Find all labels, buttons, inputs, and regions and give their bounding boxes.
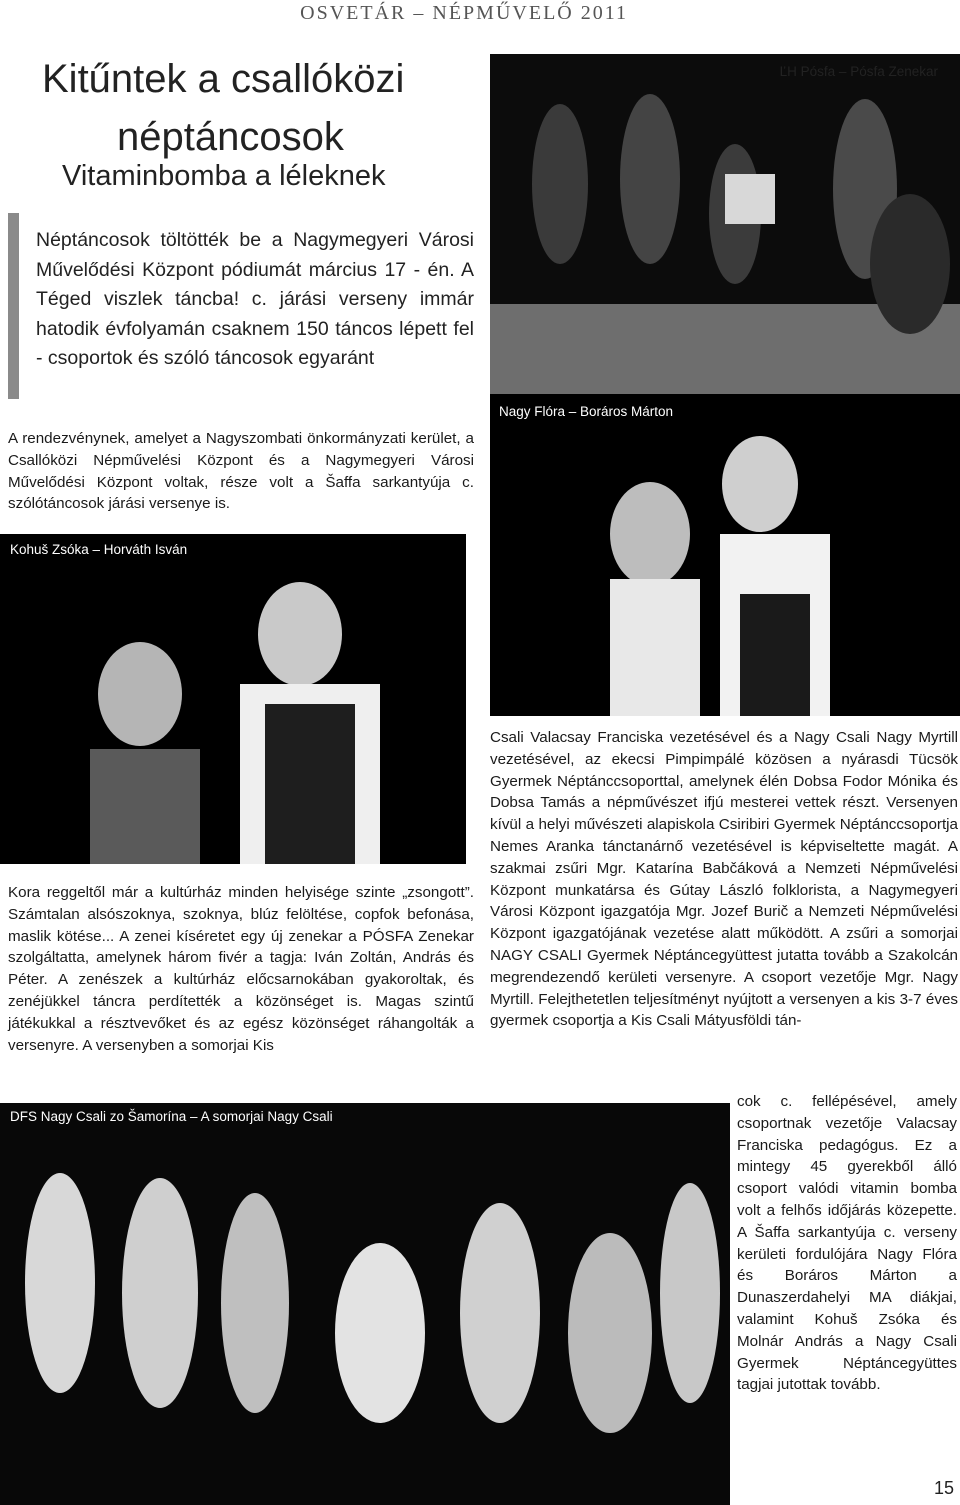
band-photo bbox=[490, 54, 960, 394]
couple1-caption: Nagy Flóra – Boráros Márton bbox=[499, 404, 674, 419]
group-photo bbox=[0, 1103, 730, 1505]
paragraph-competition: Kora reggeltől már a kultúrház minden helyisége szinte „zsongott”. Számtalan alsószoknya, szoknya, blúz felöltése, copfok befonása, maslik kötése... A zenei kíséretet egy új zenekar a PÓSFA Zenekar szolgáltatta, amelynek három fivér a tagja: Iván Zoltán, András és Péter. A zenészek a kultúrház előcsarnokában gyakoroltak, és zenéjükkel táncra perdítették a közönséget is. Magas szintű játékukkal a résztvevőket és az egész közönséget ráhangolták a versenyre. A versenyben a somorjai Kis bbox=[8, 884, 474, 1054]
paragraph-right-continued: cok c. fellépésével, amely csoportnak vezetője Valacsay Franciska pedagógus. Ez a mintegy 45 gyerekből álló csoport valódi vitamin bomba volt a felhős időjárás közepette. A Šaffa sarkantyúja c. verseny kerületi fordulójára Nagy Flóra és Boráros Márton a Dunaszerdahelyi MA diákjai, valamint Kohuš Zsóka és Molnár András a Nagy Csali Gyermek Néptáncegyüttes tagjai jutottak tovább. bbox=[737, 1093, 957, 1394]
paragraph-right-column: Csali Valacsay Franciska vezetésével és a Nagy Csali Nagy Myrtill vezetésével, az ekecsi Pimpimpálé közösen a nyárasdi Tücsök Gyermek Néptánccsoporttal, amelynek élén Dobsa Fodor Mónika és Dobsa Tamás a népművészet ifjú mesterei vettek részt. Versenyen kívül a helyi művészeti alapiskola Csiribiri Gyermek Néptánccsoportja Nemes Aranka tánctanárnő vezetésével is képviseltette magát. A szakmai zsűri Mgr. Katarína Babčáková a Nemzeti Népművelési Központ munkatársa és Gútay László folklorista, a Nagymegyeri Városi Központ igazgatója Mgr. Jozef Burič a Nemzeti Népművelési Központ igazgatójának vezetése alatt működött. A zsűri a somorjai NAGY CSALI Gyermek Néptáncegyüttest jutatta tovább a Szakolcán megrendezendő kerületi versenyre. A csoport vezetője Mgr. Nagy Myrtill. Felejthetetlen teljesítményt nyújtott a versenyen a kis 3-7 éves gyermek csoportja a Kis Csali Mátyusföldi tán- bbox=[490, 729, 958, 1030]
lead-accent-bar bbox=[8, 213, 19, 399]
group-caption: DFS Nagy Csali zo Šamorína – A somorjai Nagy Csali bbox=[10, 1109, 333, 1124]
article-title bbox=[42, 50, 482, 166]
article-subtitle: Vitaminbomba a léleknek bbox=[62, 160, 386, 192]
page-number: 15 bbox=[933, 1478, 954, 1498]
couple1-photo bbox=[490, 394, 960, 716]
article-lead: Néptáncosok töltötték be a Nagymegyeri Városi Művelődési Központ pódiumát március 17 - én. A Téged viszlek táncba! c. járási verseny immár hatodik évfolyamán csaknem 150 táncos lépett fel - csoportok és szóló táncosok egyaránt bbox=[36, 229, 474, 369]
title-line-1: Kitűntek a csallóközi bbox=[42, 57, 405, 101]
couple2-caption: Kohuš Zsóka – Horváth Isván bbox=[10, 542, 188, 557]
running-header: OSVETÁR – NÉPMŰVELŐ 2011 bbox=[300, 2, 628, 24]
title-line-2: néptáncosok bbox=[117, 115, 344, 159]
band-caption: ĽH Pósfa – Pósfa Zenekar bbox=[779, 64, 938, 79]
couple2-photo bbox=[0, 534, 466, 864]
paragraph-intro: A rendezvénynek, amelyet a Nagyszombati önkormányzati kerület, a Csallóközi Népművelési Központ és a Nagymegyeri Városi Művelődési Központ voltak, része volt a Šaffa sarkantyúja c. szólótáncosok járási versenye is. bbox=[8, 430, 474, 513]
